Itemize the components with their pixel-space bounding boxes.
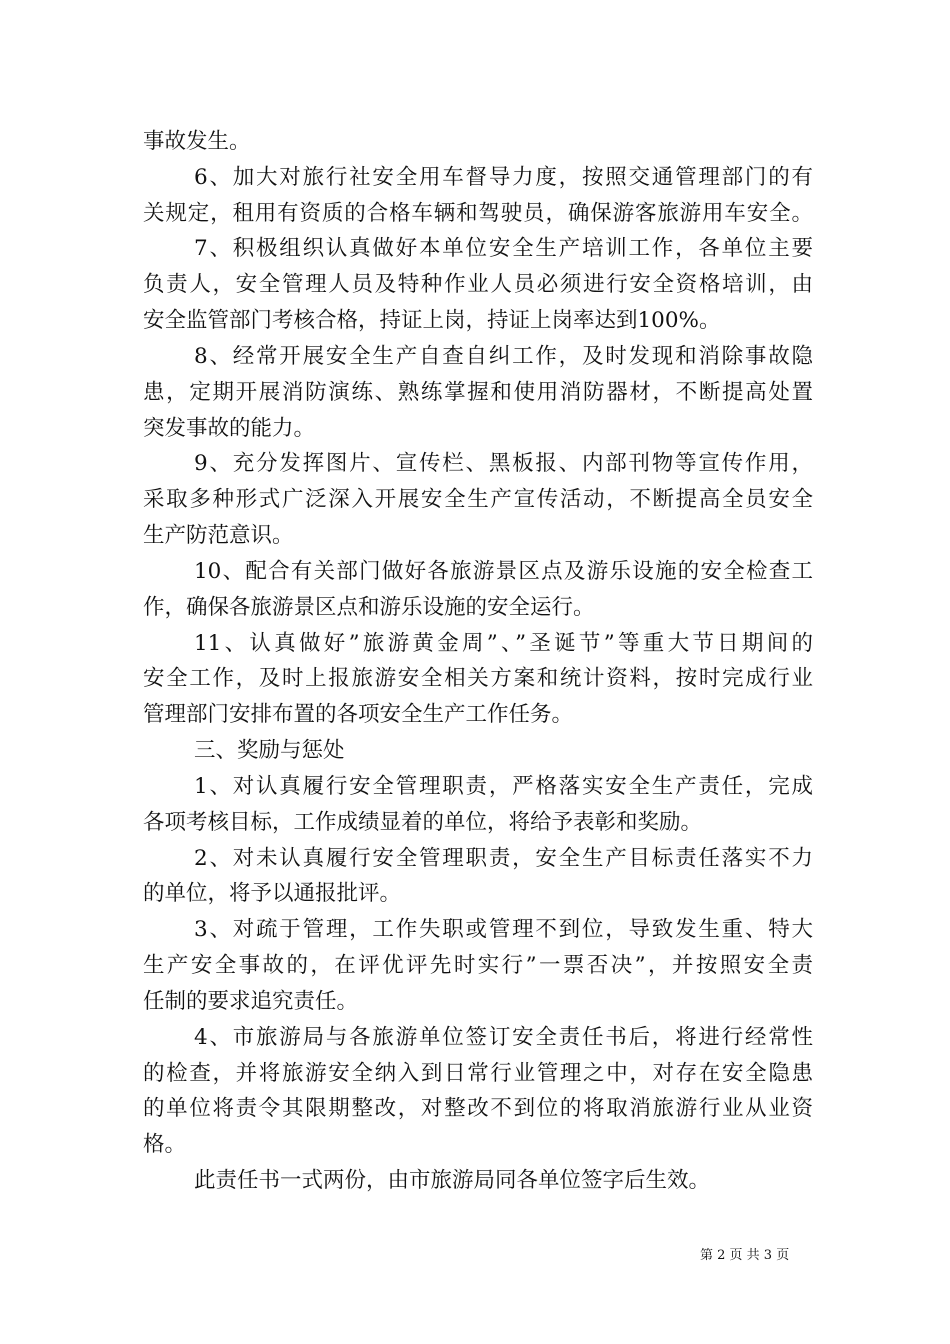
text-line: 关规定，租用有资质的合格车辆和驾驶员，确保游客旅游用车安全。 — [143, 201, 813, 226]
text-line: 11、认真做好”旅游黄金周”、”圣诞节”等重大节日期间的 — [194, 631, 813, 656]
text-line: 2、对未认真履行安全管理职责，安全生产目标责任落实不力 — [194, 846, 813, 871]
text-line: 各项考核目标，工作成绩显着的单位，将给予表彰和奖励。 — [143, 810, 703, 835]
text-line: 负责人，安全管理人员及特种作业人员必须进行安全资格培训，由 — [143, 272, 813, 297]
text-line: 任制的要求追究责任。 — [143, 989, 359, 1014]
text-line: 此责任书一式两份，由市旅游局同各单位签字后生效。 — [194, 1168, 711, 1193]
page-number-footer: 第 2 页 共 3 页 — [700, 1248, 790, 1263]
text-line: 格。 — [143, 1132, 187, 1157]
text-line: 7、积极组织认真做好本单位安全生产培训工作，各单位主要 — [194, 236, 813, 261]
section-heading: 三、奖励与惩处 — [194, 738, 345, 763]
text-line: 患，定期开展消防演练、熟练掌握和使用消防器材，不断提高处置 — [143, 380, 813, 405]
text-line: 1、对认真履行安全管理职责，严格落实安全生产责任，完成 — [194, 774, 813, 799]
text-line: 6、加大对旅行社安全用车督导力度，按照交通管理部门的有 — [194, 165, 813, 190]
text-line: 生产安全事故的，在评优评先时实行”一票否决”，并按照安全责 — [143, 953, 813, 978]
text-line: 采取多种形式广泛深入开展安全生产宣传活动，不断提高全员安全 — [143, 487, 813, 512]
text-line: 10、配合有关部门做好各旅游景区点及游乐设施的安全检查工 — [194, 559, 813, 584]
text-line: 9、充分发挥图片、宣传栏、黑板报、内部刊物等宣传作用， — [194, 451, 813, 476]
text-line: 作，确保各旅游景区点和游乐设施的安全运行。 — [143, 595, 595, 620]
text-line: 安全监管部门考核合格，持证上岗，持证上岗率达到100%。 — [143, 308, 721, 333]
text-line: 3、对疏于管理，工作失职或管理不到位，导致发生重、特大 — [194, 917, 813, 942]
text-line: 的单位，将予以通报批评。 — [143, 881, 402, 906]
text-line: 的检查，并将旅游安全纳入到日常行业管理之中，对存在安全隐患 — [143, 1061, 813, 1086]
text-line: 突发事故的能力。 — [143, 416, 316, 441]
text-line: 8、经常开展安全生产自查自纠工作，及时发现和消除事故隐 — [194, 344, 813, 369]
text-line: 管理部门安排布置的各项安全生产工作任务。 — [143, 702, 574, 727]
text-line: 事故发生。 — [143, 129, 251, 154]
text-line: 4、市旅游局与各旅游单位签订安全责任书后，将进行经常性 — [194, 1025, 813, 1050]
text-line: 安全工作，及时上报旅游安全相关方案和统计资料，按时完成行业 — [143, 666, 813, 691]
text-line: 的单位将责令其限期整改，对整改不到位的将取消旅游行业从业资 — [143, 1096, 813, 1121]
text-line: 生产防范意识。 — [143, 523, 294, 548]
